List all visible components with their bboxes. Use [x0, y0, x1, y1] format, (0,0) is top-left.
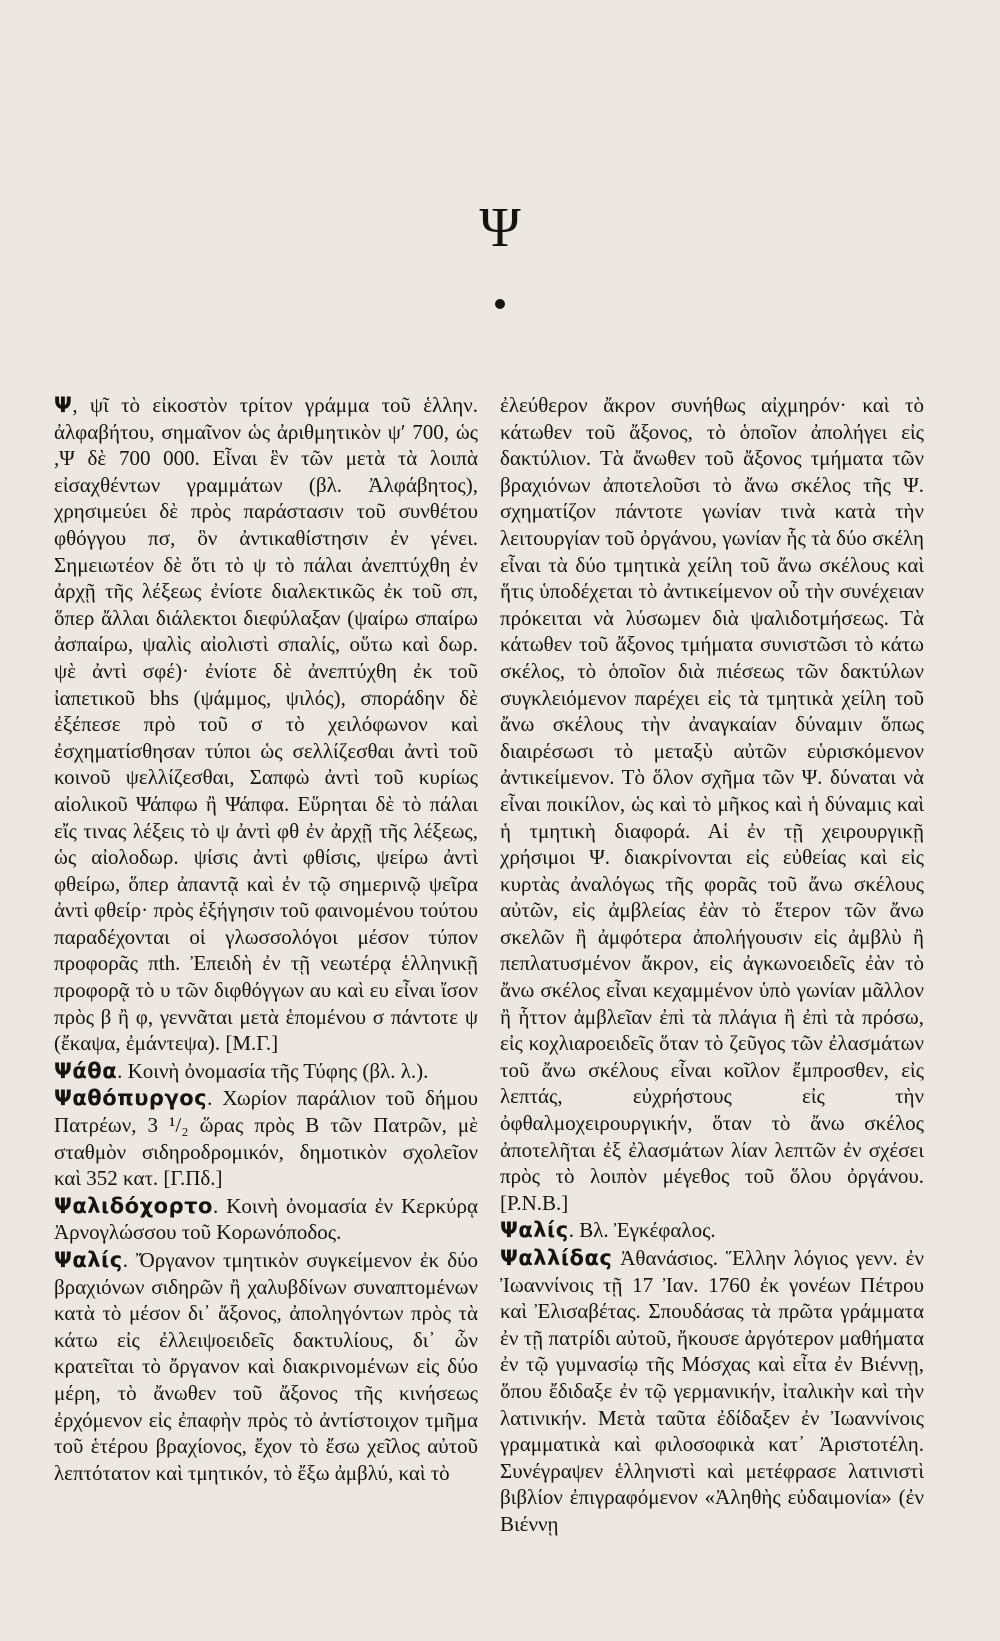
entry-psallidas — [500, 1245, 924, 1538]
entry-text: , ψῖ τὸ εἰκοστὸν τρίτον γράμμα τοῦ ἑλλην. ἀλφαβήτου, σημαῖνον ὡς ἀριθμητικὸν ψ′ 700, ὡς ,Ψ δὲ 700 000. Εἶναι ἓν τῶν μετὰ τὰ λοιπὰ εἰσαχθέντων γραμμάτων (βλ. Ἀλφάβητος), χρησιμεύει δὲ πρὸς παράστασιν τοῦ συνθέτου φθόγγου πσ, ὃν ἀντικαθίστησιν ἐν γένει. Σημειωτέον δὲ ὅτι τὸ ψ τὸ πάλαι ἀνεπτύχθη ἐν ἀρχῇ τῆς λέξεως ἐνίοτε διαλεκτικῶς ἐκ τοῦ σπ, ὅπερ ἄλλαι διάλεκτοι διεφύλαξαν (ψαίρω σπαίρω ἀσπαίρω, ψαλὶς αἰολιστὶ σπαλίς, οὕτω καὶ δωρ. ψὲ ἀντὶ σφέ)· ἐνίοτε δὲ ἀνεπτύχθη ἐκ τοῦ ἰαπετικοῦ bhs (ψάμμος, ψιλός), σποράδην δὲ ἐξέπεσε πρὸ τοῦ σ τὸ χειλόφωνον καὶ ἐσχηματίσθησαν τύποι ὡς σελλίζεσθαι ἀντὶ τοῦ κοινοῦ ψελλίζεσθαι, Σαπφὼ ἀντὶ τοῦ κυρίως αἰολικοῦ Ψάπφω ἢ Ψάπφα. Εὕρηται δὲ τὸ πάλαι εἴς τινας λέξεις τὸ ψ ἀντὶ φθ ἐν ἀρχῇ τῆς λέξεως, ὡς αἰολοδωρ. ψίσις ἀντὶ φθίσις, ψείρω ἀντὶ φθείρω, ὅπερ ἀπαντᾷ καὶ ἐν τῷ σημερινῷ ψεῖρα ἀντὶ φθείρ· πρὸς ἐξήγησιν τοῦ φαινομένου τούτου παραδέχονται οἱ γλωσσολόγοι μέσον τύπον προφορᾶς πth. Ἐπειδὴ ἐν τῇ νεωτέρᾳ ἑλληνικῇ προφορᾷ τὸ υ τῶν διφθόγγων αυ καὶ ευ εἶναι ἴσον πρὸς β ἢ φ, γεννᾶται μετὰ ἑπομένου σ πάντοτε ψ (ἔκαψα, ἐμάντεψα). [Μ.Γ.] — [54, 393, 478, 1056]
entry-psalis — [54, 1247, 478, 1486]
left-column — [54, 392, 478, 1487]
entry-text: . Κοινὴ ὀνομασία ἐν Κερκύρᾳ Ἀρνογλώσσου τοῦ Κορωνόποδος. — [54, 1193, 478, 1245]
entry-headword: Ψαλιδόχορτο — [54, 1193, 213, 1218]
entry-psatha — [54, 1058, 478, 1085]
entry-text: . Κοινὴ ὀνομασία τῆς Τύφης (βλ. λ.). — [117, 1058, 429, 1083]
entry-headword: Ψαλλίδας — [500, 1246, 613, 1270]
entry-text: ἐλεύθερον ἄκρον συνήθως αἰχμηρόν· καὶ τὸ κάτωθεν τοῦ ἄξονος, τὸ ὁποῖον ἀπολήγει εἰς δακτύλιον. Τὰ ἄνωθεν τοῦ ἄξονος τμήματα τῶν βραχιόνων ἀποτελοῦσι τὸ ἄνω σκέλος τῆς Ψ. σχηματίζον πάντοτε γωνίαν τινὰ κατὰ τὴν λειτουργίαν τοῦ ὀργάνου, γωνίαν ἧς τὰ δύο σκέλη εἶναι τὰ δύο τμητικὰ χείλη τοῦ ἄνω σκέλους καὶ ἥτις ὑποδέχεται τὸ ἀντικείμενον οὗ τὴν συνέχειαν πρόκειται νὰ λύσωμεν διὰ ψαλιδοτμήσεως. Τὰ κάτωθεν τοῦ ἄξονος τμήματα συνιστῶσι τὸ κάτω σκέλος, τὸ ὁποῖον διὰ πιέσεως τῶν δακτύλων συγκλειόμενον παρέχει εἰς τὰ τμητικὰ χείλη τοῦ ἄνω σκέλους τὴν ἀναγκαίαν δύναμιν ὅπως διαιρέσωσι τὸ μεταξὺ αὐτῶν εὑρισκόμενον ἀντικείμενον. Τὸ ὅλον σχῆμα τῶν Ψ. δύναται νὰ εἶναι ποικίλον, ὡς καὶ τὸ μῆκος καὶ ἡ δύναμις καὶ ἡ τμητικὴ διαφορά. Αἱ ἐν τῇ χειρουργικῇ χρήσιμοι Ψ. διακρίνονται εἰς εὐθείας καὶ εἰς κυρτὰς ἀναλόγως τῆς φορᾶς τοῦ ἄνω σκέλους αὐτῶν, εἰς ἀμβλείας ἐὰν τὸ ἕτερον τῶν ἄνω σκελῶν ἢ ἀμφότερα ἀπολήγουσιν εἰς ἀμβλὺ ἢ πεπλατυσμένον ἄκρον, εἰς ἀγκωνοειδεῖς ἐὰν τὸ ἄνω σκέλος εἶναι κεχαμμένον ὑπὸ γωνίαν μᾶλλον ἢ ἧττον ἀμβλεῖαν ἐπὶ τὰ πλάγια ἢ ἐπὶ τὰ πρόσω, εἰς κοχλιαροειδεῖς ὅταν τὸ ζεῦγος τῶν ἐλασμάτων τοῦ ἄνω σκέλους εἶναι κοῖλον ἔμπροσθεν, εἰς λεπτάς, εὐχρήστους εἰς τὴν ὀφθαλμοχειρουργικήν, ὅταν τὸ ἄνω σκέλος ἀποτελῆται ἐξ ἐλασμάτων λίαν λεπτῶν ἐν σχέσει πρὸς τὸ λοιπὸν μέγεθος τοῦ ὅλου ὀργάνου. [Ρ.Ν.Β.] — [500, 393, 924, 1215]
entry-headword: Ψαλίς — [54, 1248, 123, 1272]
section-letter-heading: Ψ — [479, 197, 521, 259]
entry-text: Ἀθανάσιος. Ἕλλην λόγιος γενν. ἐν Ἰωαννίνοις τῇ 17 Ἰαν. 1760 ἐκ γονέων Πέτρου καὶ Ἐλισαβέτας. Σπουδάσας τὰ πρῶτα γράμματα ἐν τῇ πατρίδι αὐτοῦ, ἤκουσε ἀργότερον μαθήματα ἐν τῷ γυμνασίῳ τῆς Μόσχας καὶ εἶτα ἐν Βιέννῃ, ὅπου ἔδιδαξε ἐν τῷ γερμανικήν, ἰταλικὴν καὶ τὴν λατινικήν. Μετὰ ταῦτα ἐδίδαξεν ἐν Ἰωαννίνοις γραμματικὰ καὶ φιλοσοφικὰ κατ᾿ Ἀριστοτέλη. Συνέγραψεν ἑλληνιστὶ καὶ μετέφρασε λατινιστὶ βιβλίον ἐπιγραφόμενον «Ἀληθὴς εὐδαιμονία» (ἐν Βιέννῃ — [500, 1246, 924, 1536]
entry-headword: Ψαθόπυργος — [54, 1086, 208, 1111]
right-column — [500, 392, 924, 1539]
entry-psalis-anatomy — [500, 1217, 924, 1244]
entry-headword: Ψαλίς — [500, 1218, 569, 1243]
entry-psalis-continued — [500, 392, 924, 1216]
entry-headword: Ψ — [54, 393, 73, 417]
heading-dot — [495, 299, 505, 309]
entry-psathopyrgos — [54, 1085, 478, 1191]
entry-text: . Βλ. Ἐγκέφαλος. — [568, 1218, 716, 1243]
entry-text: . Ὄργανον τμητικὸν συγκείμενον ἐκ δύο βραχιόνων σιδηρῶν ἢ χαλυβδίνων συναπτομένων κατὰ τὸ μέσον δι᾿ ἄξονος, ἀποληγόντων πρὸς τὰ κάτω εἰς ἐλλειψοειδεῖς δακτυλίους, δι᾿ ὧν κρατεῖται τὸ ὄργανον καὶ διακρινομένων εἰς δύο μέρη, τὸ ἄνωθεν τοῦ ἄξονος τῆς κινήσεως ἐρχόμενον εἰς ἐπαφὴν πρὸς τὸ ἀντίστοιχον τμῆμα τοῦ ἑτέρου βραχίονος, ἔχον τὸ ἔσω χεῖλος αὐτοῦ λεπτότατον καὶ τμητικόν, τὸ ἔξω ἀμβλύ, καὶ τὸ — [54, 1248, 478, 1485]
entry-psalidochorto — [54, 1193, 478, 1246]
entry-text: . Χωρίον παράλιον τοῦ δήμου Πατρέων, 3 ¹/₂ ὥρας πρὸς Β τῶν Πατρῶν, μὲ σταθμὸν σιδηροδρομικόν, δημοτικὸν σχολεῖον καὶ 352 κατ. [Γ.Πδ.] — [54, 1086, 478, 1191]
entry-psi — [54, 392, 478, 1057]
entry-headword: Ψάθα — [54, 1058, 118, 1083]
